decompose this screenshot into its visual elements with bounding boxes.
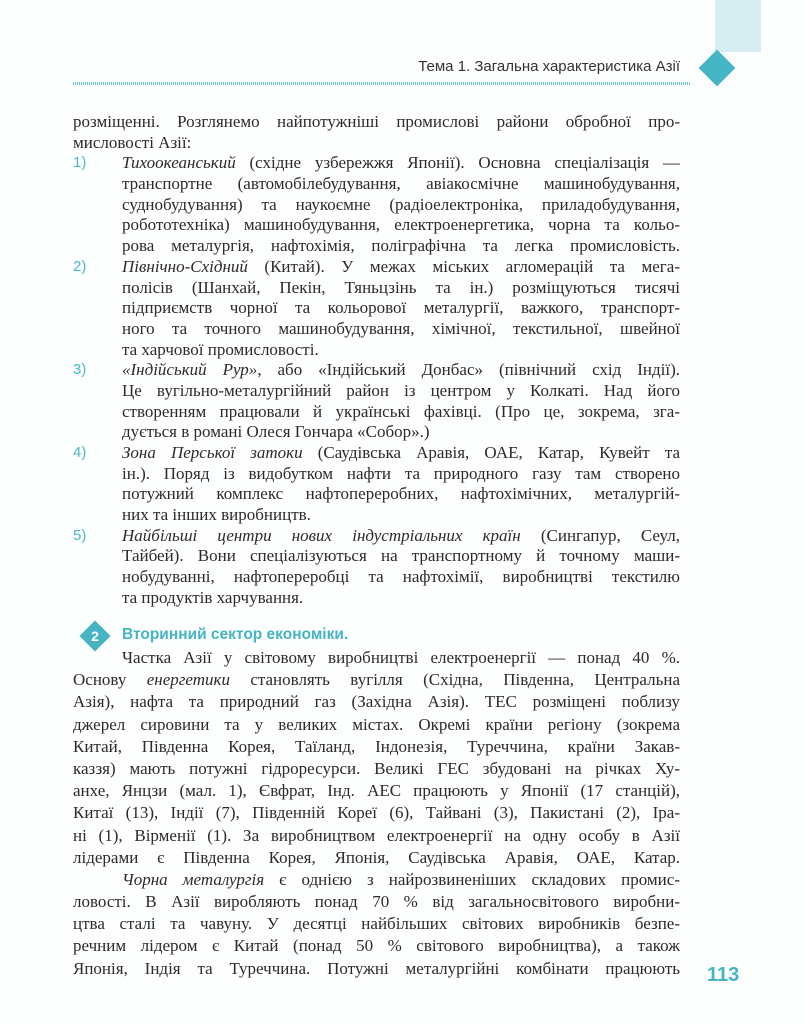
text-segment: Азія), нафта та природний газ (Західна Азія). ТЕС розміщені поблизу [73,692,680,712]
text-line [73,869,680,891]
text-line [122,195,680,216]
text-segment: них та інших виробництв. [122,505,311,525]
corner-tab [715,0,761,52]
italic-term: Тихоокеанський [122,153,236,173]
italic-term: Найбільші центри нових індустріальних країн [122,525,521,545]
section-heading: Вторинний сектор економіки. [122,626,349,643]
text-line [122,236,680,257]
text-segment: ловості. В Азії виробляють понад 70 % від загальносвітового виробни- [73,892,680,912]
text-segment: є однією з найрозвиненіших складових промис- [264,869,680,889]
text-segment: потужний комплекс нафтопереробних, нафтохімічних, металургій- [122,484,680,504]
text-line [122,215,680,236]
text-line [122,567,680,588]
text-line [122,505,680,526]
text-segment: нобудуванні, нафтопереробці та нафтохімії, виробництві текстилю [122,567,680,587]
text-segment: транспортне (автомобілебудування, авіакосмічне машинобудування, [122,174,680,194]
text-line [73,133,680,154]
italic-term: Зона Перської затоки [122,443,303,462]
text-segment: Частка Азії у світовому виробництві електроенергії — понад 40 %. [122,648,680,667]
text-line [73,112,680,133]
text-segment: та харчової промисловості. [122,339,319,359]
text-segment: становлять вугілля (Східна, Південна, Центральна [229,670,680,690]
text-segment: Основу [73,670,147,690]
text-line [122,588,680,609]
text-line [73,913,680,935]
text-segment: ного та точного машинобудування, хімічної, текстильної, швейної [122,318,680,338]
text-segment: анхе, Янцзи (мал. 1), Євфрат, Інд. АЕС працюють у Японії (17 станцій), [73,781,680,801]
text-segment: (Китай). У межах міських агломерацій та мега- [247,256,680,276]
text-segment: цтва сталі та чавуну. У десятці найбільших світових виробників безпе- [73,914,680,934]
text-line [122,298,680,319]
italic-term: Чорна металургія [122,869,265,889]
text-line [122,402,680,423]
text-segment: робототехніка) машинобудування, електроенергетика, чорна та кольо- [122,215,680,235]
text-line [73,736,680,758]
text-segment: підприємств чорної та кольорової металургії, важкого, транспорт- [122,298,680,318]
text-line [73,669,680,691]
text-segment: джерел сировини та у великих містах. Окремі країни регіону (зокрема [73,714,680,734]
text-segment: Японія, Індія та Туреччина. Потужні металургійні комбінати працюють [73,958,680,978]
text-line [73,758,680,780]
text-line [122,484,680,505]
italic-term: «Індійський Рур» [122,360,258,380]
text-line [122,278,680,299]
text-segment: Китаї (13), Індії (7), Південній Кореї (6), Тайвані (3), Пакистані (2), Іра- [73,803,680,823]
text-segment: (Сингапур, Сеул, [520,525,680,545]
text-segment: розміщенні. Розглянемо найпотужніші промислові райони обробної про- [73,112,680,131]
text-segment: та продуктів харчування. [122,587,304,607]
text-segment: створенням працювали й українські фахівці. (Про це, зокрема, зга- [122,401,680,421]
text-line [122,464,680,485]
text-segment: , або «Індійський Донбас» (північний схід Індії). [257,360,680,380]
italic-term: Північно-Східний [122,256,248,276]
text-line [73,714,680,736]
text-line [73,691,680,713]
text-line [73,935,680,957]
text-segment: полісів (Шанхай, Пекін, Тяньцзінь та ін.) розміщуються тисячі [122,277,680,297]
list-number: 4) [73,444,87,461]
text-line [73,360,680,381]
running-header: Тема 1. Загальна характеристика Азії [418,58,680,75]
text-line [73,958,680,980]
text-segment: Китай, Південна Корея, Таїланд, Індонезія, Туреччина, країни Закав- [73,736,680,756]
text-line [73,802,680,824]
text-segment: (Саудівська Аравія, ОАЕ, Катар, Кувейт та [302,443,681,462]
section-number: 2 [91,628,99,644]
text-line [73,153,680,174]
text-line [73,891,680,913]
text-line [73,525,680,547]
italic-term: енергетики [146,670,230,690]
list-number: 2) [73,257,87,275]
section-1-text [73,112,680,609]
header-divider [73,82,691,85]
text-line [122,381,680,402]
text-segment: ні (1), Вірменії (1). За виробництвом електроенергії на одну особу в Азії [73,825,680,845]
text-segment: дується в романі Олеся Гончара «Собор».) [122,422,430,442]
text-line [122,422,680,443]
text-line [73,780,680,802]
text-segment: речним лідером є Китай (понад 50 % світового виробництва), а також [73,936,680,956]
text-segment: лідерами є Південна Корея, Японія, Саудівська Аравія, ОАЕ, Катар. [73,847,680,867]
text-line [73,825,680,847]
text-line [122,340,680,361]
text-line [73,647,680,669]
text-line [122,546,680,567]
text-segment: ін.). Поряд із видобутком нафти та природного газу там створено [122,463,680,483]
page-number: 113 [707,964,740,986]
text-line [73,256,680,278]
text-segment: каззя) мають потужні гідроресурси. Великі ГЕС збудовані на річках Ху- [73,758,680,778]
section-2-text [73,647,680,980]
text-segment: суднобудування) та наукоємне (радіоелектроніка, приладобудування, [122,194,680,214]
text-segment: Тайбей). Вони спеціалізуються на транспортному й точному маши- [122,546,680,566]
list-number: 5) [73,526,87,544]
text-segment: рова металургія, нафтохімія, поліграфічна та легка промисловість. [122,236,680,256]
text-segment: (східне узбережжя Японії). Основна спеціалізація — [235,153,680,173]
list-number: 3) [73,361,87,379]
diamond-icon [699,50,736,87]
text-segment: мисловості Азії: [73,132,192,152]
text-line [73,443,681,464]
text-line [122,319,680,340]
text-segment: Це вугільно-металургійний район із центром у Колкаті. Над його [122,380,680,400]
text-line [73,847,680,869]
list-number: 1) [73,154,87,172]
text-line [122,174,680,195]
